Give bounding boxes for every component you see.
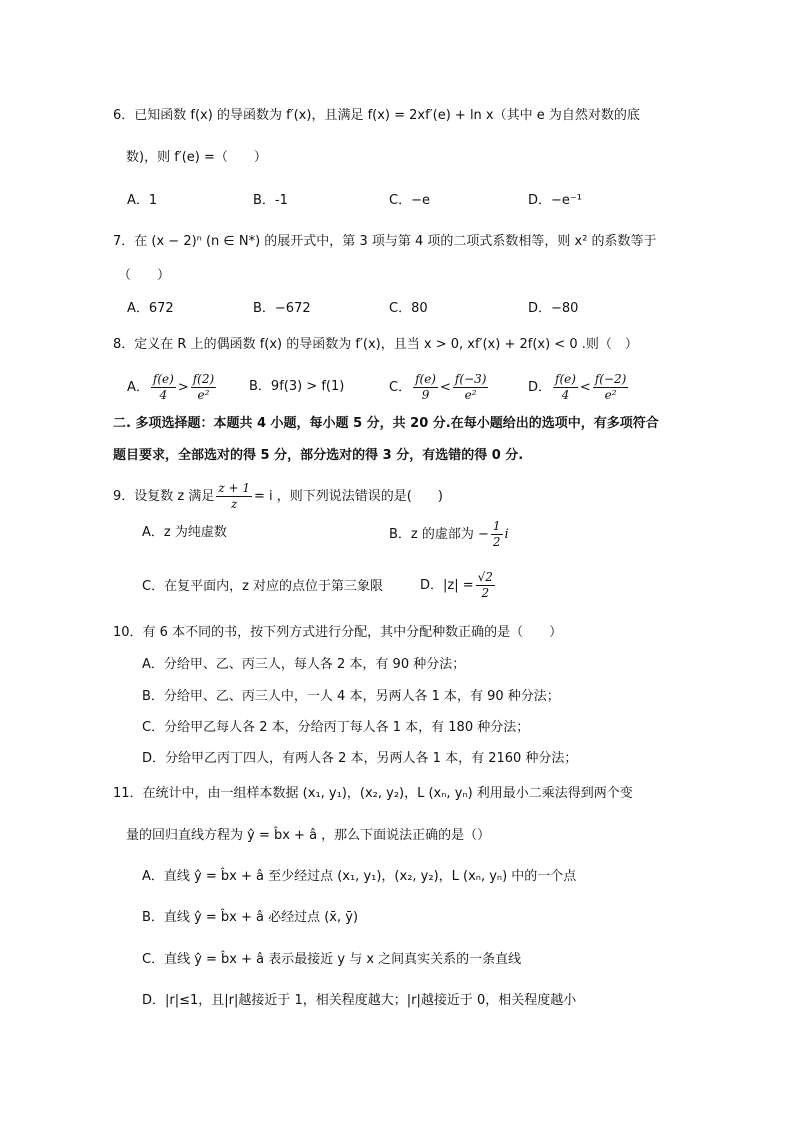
- q8-option-a-left-fraction: $\frac{f(e)}{4}$: [152, 372, 174, 402]
- q8-option-d-left-fraction: $\frac{f(e)}{4}$: [555, 372, 576, 402]
- q6-option-a[interactable]: A．1: [127, 193, 158, 208]
- q7-option-d[interactable]: D．−80: [528, 301, 579, 316]
- q6-stem-line2: 数)，则 f′(e) =（ ）: [126, 150, 267, 165]
- q9-option-c[interactable]: C．在复平面内，z 对应的点位于第三象限: [142, 579, 384, 594]
- q8-option-d[interactable]: D． $\frac{f(e)}{4}$ < $\frac{f(-2)}{\text{e²}}$: [528, 372, 627, 402]
- q11-option-c[interactable]: C．直线 ŷ = b̂x + â 表示最接近 y 与 x 之间真实关系的一条直线: [142, 952, 522, 967]
- q7-stem-line2: （ ）: [118, 268, 171, 283]
- q10-option-c[interactable]: C．分给甲乙每人各 2 本，分给丙丁每人各 1 本，有 180 种分法；: [142, 720, 530, 735]
- q8-option-c-left-fraction: $\frac{f(e)}{9}$: [415, 372, 436, 402]
- q10-option-b[interactable]: B．分给甲、乙、丙三人中，一人 4 本，另两人各 1 本，有 90 种分法；: [142, 689, 560, 704]
- q9-option-b[interactable]: B．z 的虚部为 − $\frac{1}{2}$ i: [389, 519, 509, 549]
- q9-stem: 9．设复数 z 满足 $\frac{z + 1}{z}$ = i ，则下列说法错误的是( ): [113, 481, 443, 511]
- q8-option-d-label: D．: [528, 380, 552, 395]
- q10-option-a[interactable]: A．分给甲、乙、丙三人，每人各 2 本，有 90 种分法；: [142, 657, 466, 672]
- q11-stem-line1: 11．在统计中，由一组样本数据 (x₁, y₁)，(x₂, y₂)，L (xₙ, yₙ) 利用最小二乘法得到两个变: [113, 786, 633, 801]
- q8-option-a-label: A．: [127, 380, 149, 395]
- q7-option-c[interactable]: C．80: [389, 301, 428, 316]
- q9-option-a[interactable]: A．z 为纯虚数: [142, 525, 227, 540]
- q8-option-c[interactable]: C． $\frac{f(e)}{9}$ < $\frac{f(-3)}{\text{e²}}$: [389, 372, 487, 402]
- q8-option-a-right-fraction: $\frac{f(2)}{\text{e²}}$: [192, 372, 215, 402]
- q8-option-c-label: C．: [389, 380, 412, 395]
- q6-option-c[interactable]: C．−e: [389, 193, 430, 208]
- q8-option-b[interactable]: B．9f(3) > f(1): [249, 379, 345, 394]
- q8-option-d-right-fraction: $\frac{f(-2)}{\text{e²}}$: [594, 372, 627, 402]
- q6-option-d[interactable]: D．−e⁻¹: [528, 193, 582, 208]
- section2-heading-line2: 题目要求，全部选对的得 5 分，部分选对的得 3 分，有选错的得 0 分.: [113, 448, 524, 463]
- q9-stem-fraction: $\frac{z + 1}{z}$: [218, 481, 251, 511]
- q6-option-b[interactable]: B．-1: [253, 193, 288, 208]
- q11-option-b[interactable]: B．直线 ŷ = b̂x + â 必经过点 (x̄, ȳ): [142, 910, 359, 925]
- q7-option-a[interactable]: A．672: [127, 301, 174, 316]
- section2-heading-line1: 二. 多项选择题：本题共 4 小题，每小题 5 分，共 20 分.在每小题给出的选项中，有多项符合: [113, 416, 659, 431]
- q7-stem-line1: 7．在 (x − 2)ⁿ (n ∈ N*) 的展开式中，第 3 项与第 4 项的二项式系数相等，则 x² 的系数等于: [113, 234, 657, 249]
- q10-stem: 10．有 6 本不同的书，按下列方式进行分配，其中分配种数正确的是（ ）: [113, 625, 563, 640]
- q9-option-d[interactable]: D．|z| = $\frac{√2}{2}$: [420, 570, 493, 600]
- q8-stem: 8．定义在 R 上的偶函数 f(x) 的导函数为 f′(x)，且当 x > 0, xf′(x) + 2f(x) < 0 .则（ ）: [113, 337, 638, 352]
- q11-stem-line2: 量的回归直线方程为 ŷ = b̂x + â ，那么下面说法正确的是（）: [126, 828, 491, 843]
- q8-option-a[interactable]: A． $\frac{f(e)}{4}$ > $\frac{f(2)}{\text{e²}}$: [127, 372, 215, 402]
- q9-option-b-fraction: $\frac{1}{2}$: [492, 519, 501, 549]
- q9-option-d-fraction: $\frac{√2}{2}$: [477, 570, 493, 600]
- q6-stem-line1: 6．已知函数 f(x) 的导函数为 f′(x)，且满足 f(x) = 2xf′(e) + ln x（其中 e 为自然对数的底: [113, 108, 640, 123]
- q11-option-d[interactable]: D．|r|≤1，且|r|越接近于 1，相关程度越大；|r|越接近于 0，相关程度越小: [142, 993, 577, 1008]
- q8-option-c-right-fraction: $\frac{f(-3)}{\text{e²}}$: [454, 372, 487, 402]
- q11-option-a[interactable]: A．直线 ŷ = b̂x + â 至少经过点 (x₁, y₁)，(x₂, y₂)，L (xₙ, yₙ) 中的一个点: [142, 869, 577, 884]
- q7-option-b[interactable]: B．−672: [253, 301, 311, 316]
- q10-option-d[interactable]: D．分给甲乙丙丁四人，有两人各 2 本，另两人各 1 本，有 2160 种分法；: [142, 751, 578, 766]
